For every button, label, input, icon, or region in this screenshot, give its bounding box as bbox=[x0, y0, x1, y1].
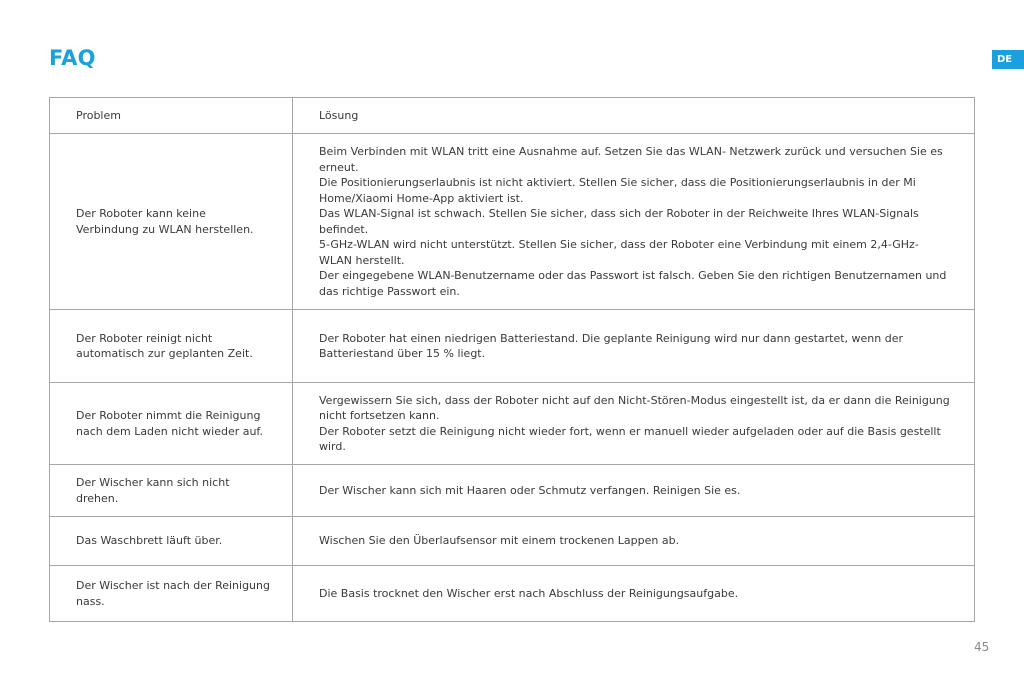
solution-cell bbox=[293, 310, 975, 383]
solution-cell bbox=[293, 134, 975, 310]
page-number: 45 bbox=[974, 640, 990, 654]
solution-cell bbox=[293, 517, 975, 566]
problem-cell: Der Wischer ist nach der Reinigung nass. bbox=[50, 566, 293, 622]
solution-line: Vergewissern Sie sich, dass der Roboter nicht auf den Nicht-Stören-Modus eingestellt ist, da er dann die Reinigung nicht fortsetzen kann. bbox=[319, 393, 950, 422]
solution-line: Wischen Sie den Überlaufsensor mit einem trockenen Lappen ab. bbox=[319, 534, 680, 548]
problem-cell: Das Waschbrett läuft über. bbox=[50, 517, 293, 566]
solution-cell bbox=[293, 465, 975, 517]
solution-line: Die Positionierungserlaubnis ist nicht aktiviert. Stellen Sie sicher, dass die Positionierungserlaubnis in der Mi Home/Xiaomi Home-App aktiviert ist. bbox=[319, 176, 916, 205]
solution-line: Beim Verbinden mit WLAN tritt eine Ausnahme auf. Setzen Sie das WLAN- Netzwerk zurück und versuchen Sie es erneut. bbox=[319, 145, 943, 174]
problem-cell: Der Roboter reinigt nicht automatisch zur geplanten Zeit. bbox=[50, 310, 293, 383]
solution-line: Der Wischer kann sich mit Haaren oder Schmutz verfangen. Reinigen Sie es. bbox=[319, 483, 741, 497]
table-header-row bbox=[50, 98, 975, 134]
table-row bbox=[50, 383, 975, 465]
page-title: FAQ bbox=[49, 46, 96, 70]
table-row bbox=[50, 134, 975, 310]
solution-line: Der Roboter hat einen niedrigen Batteriestand. Die geplante Reinigung wird nur dann gestartet, wenn der Batteriestand über 15 % liegt. bbox=[319, 331, 904, 360]
faq-table bbox=[49, 97, 975, 622]
language-badge: DE bbox=[992, 50, 1024, 69]
table-row bbox=[50, 465, 975, 517]
table-row bbox=[50, 566, 975, 622]
table-row bbox=[50, 310, 975, 383]
problem-cell: Der Roboter nimmt die Reinigung nach dem Laden nicht wieder auf. bbox=[50, 383, 293, 465]
solution-line: Das WLAN-Signal ist schwach. Stellen Sie sicher, dass sich der Roboter in der Reichweite Ihres WLAN-Signals befindet. bbox=[319, 207, 919, 236]
table-row bbox=[50, 517, 975, 566]
solution-line: 5-GHz-WLAN wird nicht unterstützt. Stellen Sie sicher, dass der Roboter eine Verbindung mit einem 2,4-GHz-WLAN herstellt. bbox=[319, 238, 919, 267]
solution-line: Der eingegebene WLAN-Benutzername oder das Passwort ist falsch. Geben Sie den richtigen Benutzernamen und das richtige Passwort ein. bbox=[319, 269, 947, 298]
column-header-problem: Problem bbox=[50, 98, 293, 134]
problem-cell: Der Roboter kann keine Verbindung zu WLAN herstellen. bbox=[50, 134, 293, 310]
solution-cell bbox=[293, 566, 975, 622]
solution-line: Der Roboter setzt die Reinigung nicht wieder fort, wenn er manuell wieder aufgeladen oder auf die Basis gestellt wird. bbox=[319, 424, 941, 453]
column-header-solution: Lösung bbox=[293, 98, 975, 134]
problem-cell: Der Wischer kann sich nicht drehen. bbox=[50, 465, 293, 517]
solution-line: Die Basis trocknet den Wischer erst nach Abschluss der Reinigungsaufgabe. bbox=[319, 586, 739, 600]
solution-cell bbox=[293, 383, 975, 465]
